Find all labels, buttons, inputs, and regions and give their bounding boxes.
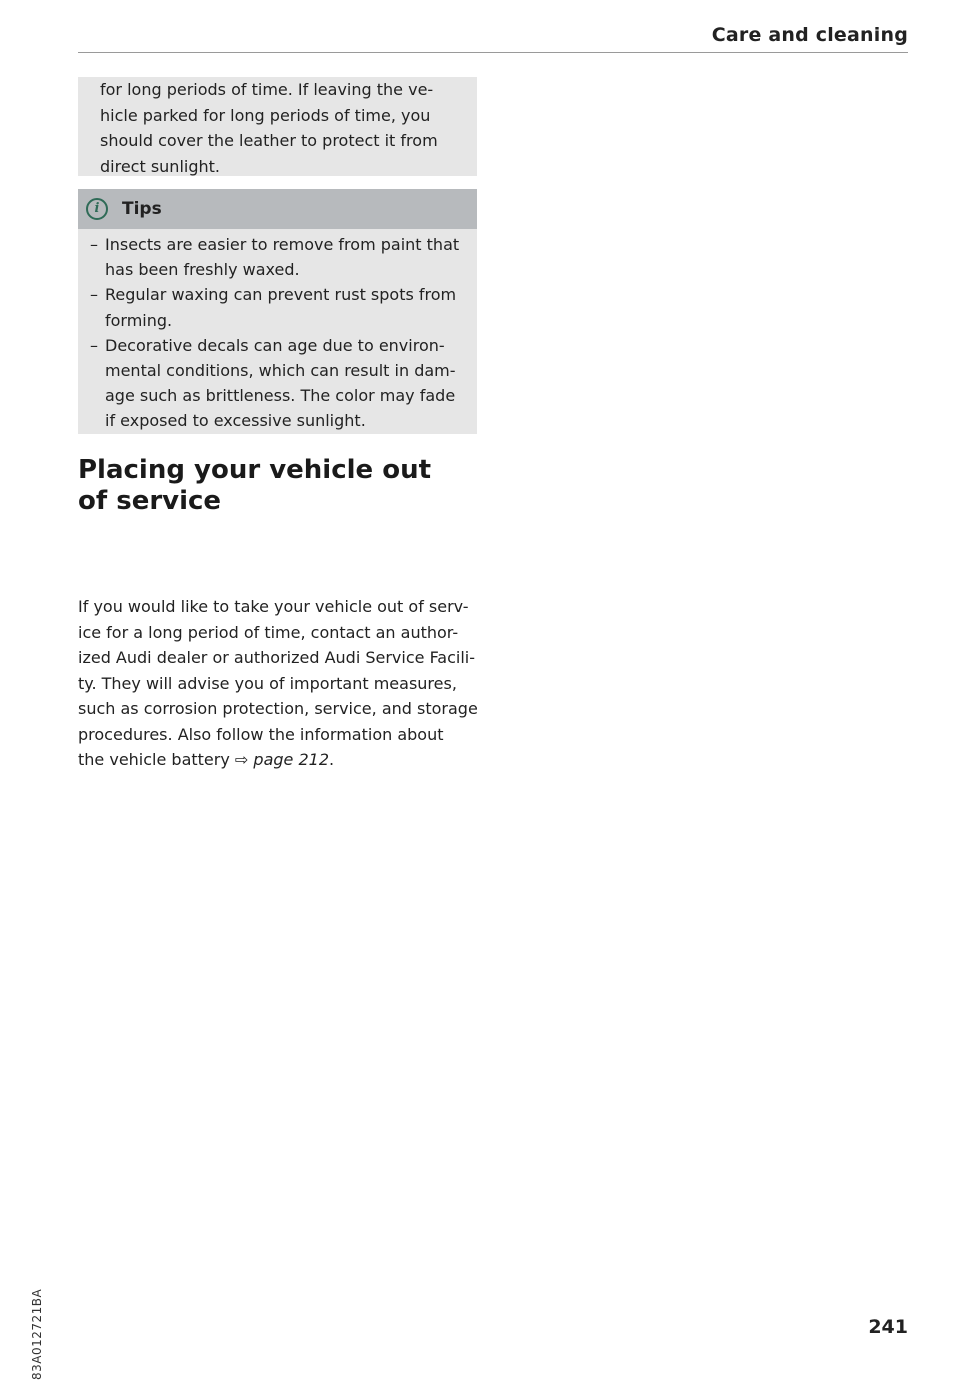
tips-list	[78, 229, 477, 434]
section-heading: Placing your vehicle out of service	[78, 455, 432, 516]
note-line: hicle parked for long periods of time, you	[100, 105, 431, 125]
section-body: If you would like to take your vehicle out of serv- ice for a long period of time, contact an author- ized Audi dealer or authorized Audi Service Facili- ty. They will advise you of important measures, such as corrosion protection, service, and storage procedures. Also follow the information about the vehicle battery ⇨ page 212.	[78, 597, 478, 769]
section-title: Care and cleaning	[711, 24, 908, 46]
info-circle-icon: i	[86, 198, 108, 220]
doc-code: 83A012721BA	[30, 1288, 44, 1380]
header-rule	[78, 52, 908, 53]
list-item: – Insects are easier to remove from paint that has been freshly waxed.	[90, 235, 460, 280]
tips-label: Tips	[122, 199, 162, 219]
note-line: direct sunlight.	[100, 156, 220, 176]
note-line: for long periods of time. If leaving the ve-	[100, 80, 434, 99]
note-box	[78, 77, 477, 176]
tips-body	[78, 229, 477, 434]
list-item: – Regular waxing can prevent rust spots from forming.	[90, 285, 457, 330]
list-item: – Decorative decals can age due to environ- mental conditions, which can result in dam- age such as brittleness. The color may fade if exposed to excessive sunlight.	[90, 335, 456, 431]
page-number: 241	[868, 1316, 908, 1338]
arrow-right-icon: ⇨	[234, 750, 249, 769]
tips-header	[78, 189, 477, 229]
page-reference-link[interactable]: ⇨ page 212	[234, 750, 329, 769]
note-line: should cover the leather to protect it from	[100, 131, 438, 150]
